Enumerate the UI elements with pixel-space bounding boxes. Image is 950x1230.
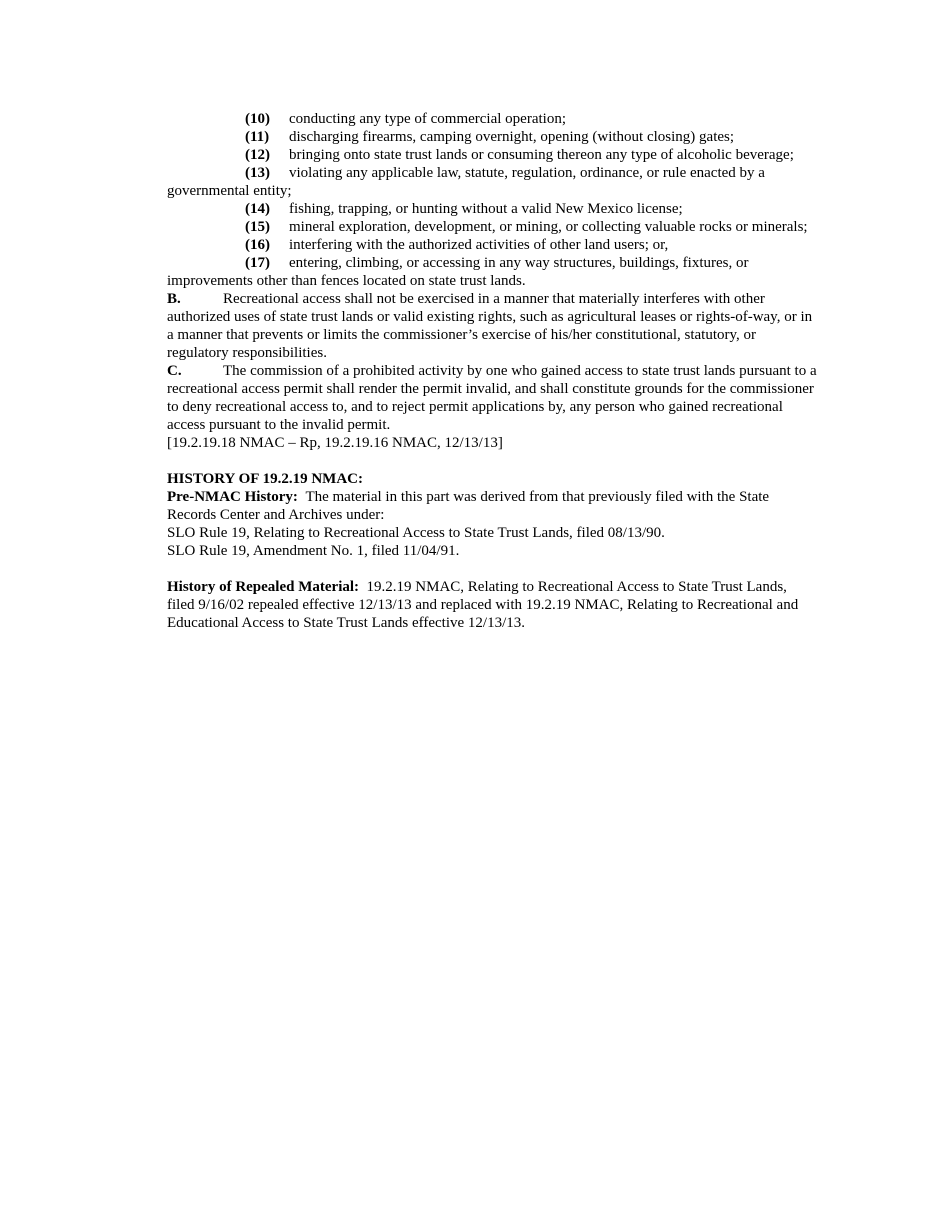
section-letter: B. <box>167 291 181 307</box>
item-number: (17) <box>245 255 270 271</box>
item-number: (11) <box>245 129 270 145</box>
paragraph-text: a manner that prevents or limits the commissioner’s exercise of his/her constitutional, statutory, or <box>167 327 757 343</box>
item-number: (10) <box>245 111 270 127</box>
item-text: discharging firearms, camping overnight, opening (without closing) gates; <box>289 129 735 145</box>
item-text-continuation: governmental entity; <box>167 183 292 199</box>
item-number: (16) <box>245 237 270 253</box>
section-b-paragraph <box>167 290 847 308</box>
list-item <box>167 254 847 272</box>
item-number: (12) <box>245 147 270 163</box>
pre-nmac-history <box>167 488 847 506</box>
paragraph-text: to deny recreational access to, and to reject permit applications by, any person who gained recreational <box>167 399 783 415</box>
list-item <box>167 110 847 128</box>
item-text: bringing onto state trust lands or consuming thereon any type of alcoholic beverage; <box>289 147 794 163</box>
paragraph-text: The commission of a prohibited activity by one who gained access to state trust lands pursuant to a <box>223 363 817 379</box>
list-item <box>167 236 847 254</box>
repealed-label: History of Repealed Material: <box>167 579 360 595</box>
paragraph-text: filed 9/16/02 repealed effective 12/13/13 and replaced with 19.2.19 NMAC, Relating to Recreational and <box>167 597 799 613</box>
repealed-history <box>167 578 847 596</box>
list-item <box>167 146 847 164</box>
paragraph-text: regulatory responsibilities. <box>167 345 327 361</box>
document-body <box>167 110 847 632</box>
list-item <box>167 128 847 146</box>
section-letter: C. <box>167 363 182 379</box>
item-number: (15) <box>245 219 270 235</box>
item-text: conducting any type of commercial operation; <box>289 111 566 127</box>
history-heading: HISTORY OF 19.2.19 NMAC: <box>167 471 364 487</box>
paragraph-text: Educational Access to State Trust Lands effective 12/13/13. <box>167 615 525 631</box>
rule-entry: SLO Rule 19, Amendment No. 1, filed 11/04/91. <box>167 543 460 559</box>
paragraph-text: The material in this part was derived from that previously filed with the State <box>305 489 770 505</box>
item-number: (14) <box>245 201 270 217</box>
list-item <box>167 164 847 182</box>
section-c-paragraph <box>167 362 847 380</box>
paragraph-text: 19.2.19 NMAC, Relating to Recreational Access to State Trust Lands, <box>366 579 787 595</box>
list-item <box>167 218 847 236</box>
item-text-continuation: improvements other than fences located on state trust lands. <box>167 273 526 289</box>
item-text: entering, climbing, or accessing in any way structures, buildings, fixtures, or <box>289 255 749 271</box>
rule-entry: SLO Rule 19, Relating to Recreational Access to State Trust Lands, filed 08/13/90. <box>167 525 665 541</box>
citation: [19.2.19.18 NMAC – Rp, 19.2.19.16 NMAC, 12/13/13] <box>167 435 503 451</box>
item-text: fishing, trapping, or hunting without a valid New Mexico license; <box>289 201 683 217</box>
item-text: violating any applicable law, statute, regulation, ordinance, or rule enacted by a <box>289 165 765 181</box>
paragraph-text: access pursuant to the invalid permit. <box>167 417 391 433</box>
paragraph-text: recreational access permit shall render the permit invalid, and shall constitute grounds for the commissioner <box>167 381 814 397</box>
item-number: (13) <box>245 165 270 181</box>
paragraph-text: Recreational access shall not be exercised in a manner that materially interferes with other <box>223 291 765 307</box>
paragraph-text: authorized uses of state trust lands or valid existing rights, such as agricultural leases or rights-of-way, or in <box>167 309 813 325</box>
item-text: interfering with the authorized activities of other land users; or, <box>289 237 669 253</box>
item-text: mineral exploration, development, or mining, or collecting valuable rocks or minerals; <box>289 219 808 235</box>
spacer <box>167 560 847 578</box>
paragraph-text: Records Center and Archives under: <box>167 507 385 523</box>
spacer <box>167 452 847 470</box>
pre-nmac-label: Pre-NMAC History: <box>167 489 298 505</box>
list-item <box>167 200 847 218</box>
